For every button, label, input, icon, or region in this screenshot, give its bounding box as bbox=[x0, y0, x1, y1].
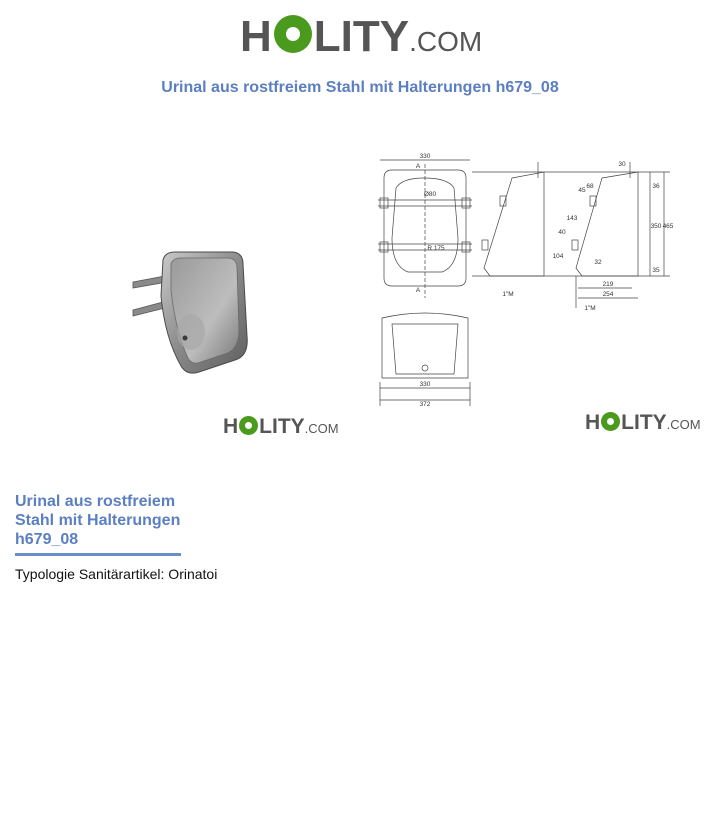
dim-bottom-outer-width: 372 bbox=[419, 401, 431, 408]
logo-under-photo bbox=[223, 414, 339, 439]
logo-suffix: .COM bbox=[409, 26, 483, 57]
logo-o-icon bbox=[601, 412, 620, 431]
logo-letters-lity: LITY bbox=[313, 12, 410, 61]
product-spec: Typologie Sanitärartikel: Orinatoi bbox=[15, 566, 218, 582]
product-heading bbox=[15, 492, 195, 549]
product-heading-line-1: Urinal aus rostfreiem bbox=[15, 493, 176, 510]
product-heading-line-2: Stahl mit Halterungen bbox=[15, 512, 181, 529]
technical-drawing bbox=[372, 148, 672, 410]
logo-letters-lity: LITY bbox=[621, 411, 667, 434]
product-heading-line-3: h679_08 bbox=[15, 531, 79, 548]
logo-letters-lity: LITY bbox=[259, 415, 305, 438]
dim-angle-32: 32 bbox=[594, 259, 602, 266]
fitting-label-1: 1"M bbox=[502, 291, 514, 298]
heading-divider bbox=[15, 553, 181, 556]
logo-letter-h: H bbox=[240, 12, 272, 61]
page-title: Urinal aus rostfreiem Stahl mit Halterungen h679_08 bbox=[161, 79, 559, 96]
logo-o-icon bbox=[274, 15, 312, 53]
dim-side-35: 35 bbox=[652, 267, 660, 274]
product-photo bbox=[125, 246, 250, 378]
site-logo[interactable] bbox=[240, 12, 482, 62]
dim-angle-68: 68 bbox=[586, 183, 594, 190]
logo-under-drawing bbox=[585, 410, 701, 435]
logo-o-icon bbox=[239, 416, 258, 435]
dim-side-top-width: 30 bbox=[618, 161, 626, 168]
fitting-label-2: 1"M bbox=[584, 305, 596, 312]
logo-suffix: .COM bbox=[304, 421, 339, 436]
dim-angle-104: 104 bbox=[552, 253, 564, 260]
section-marker-bottom: A bbox=[415, 287, 421, 294]
dim-side-36: 36 bbox=[652, 183, 660, 190]
logo-letter-h: H bbox=[585, 411, 601, 434]
dim-angle-45: 45 bbox=[578, 187, 586, 194]
dim-basin-diameter: Ø80 bbox=[423, 191, 437, 198]
dim-side-465: 465 bbox=[662, 223, 674, 230]
dim-bottom-254: 254 bbox=[602, 291, 614, 298]
logo-letter-h: H bbox=[223, 415, 239, 438]
dim-bottom-219: 219 bbox=[602, 281, 614, 288]
dim-angle-40: 40 bbox=[558, 229, 566, 236]
section-marker-top: A bbox=[415, 163, 421, 170]
dim-angle-143: 143 bbox=[566, 215, 578, 222]
dim-drain-radius: R 175 bbox=[427, 245, 445, 252]
dim-front-top-width: 330 bbox=[419, 153, 431, 160]
dim-side-350: 350 bbox=[650, 223, 662, 230]
logo-suffix: .COM bbox=[666, 417, 701, 432]
dim-bottom-inner-width: 330 bbox=[419, 381, 431, 388]
